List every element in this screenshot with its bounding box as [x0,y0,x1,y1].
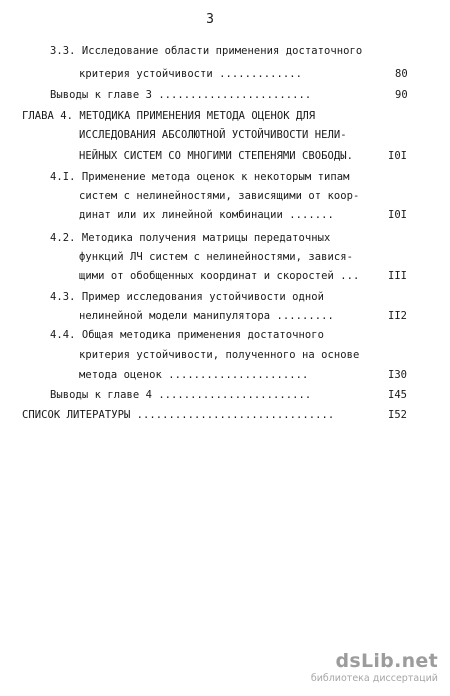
toc-line: критерия устойчивости ............. [79,68,303,80]
watermark-subtitle: библиотека диссертаций [310,673,438,684]
toc-page-number: 80 [395,68,408,80]
toc-chapter-heading: ГЛАВА 4. МЕТОДИКА ПРИМЕНЕНИЯ МЕТОДА ОЦЕНОК ДЛЯ [22,110,316,122]
toc-page-number: I52 [388,409,407,421]
toc-chapter-heading: ИССЛЕДОВАНИЯ АБСОЛЮТНОЙ УСТОЙЧИВОСТИ НЕЛИ- [79,129,347,141]
toc-line: динат или их линейной комбинации ....... [79,209,334,221]
watermark-logo: dsLib.net [335,650,438,672]
toc-line: Выводы к главе 3 ........................ [50,89,312,101]
toc-page-number: I0I [388,209,407,221]
toc-line: нелинейной модели манипулятора ......... [79,310,334,322]
toc-page-number: I30 [388,369,407,381]
toc-line: систем с нелинейностями, зависящими от коор- [79,190,360,202]
toc-page-number: 90 [395,89,408,101]
toc-line: метода оценок ...................... [79,369,309,381]
toc-page-number: III [388,270,407,282]
toc-line: функций ЛЧ систем с нелинейностями, завися- [79,251,353,263]
toc-line: 4.3. Пример исследования устойчивости одной [50,291,324,303]
watermark [310,650,438,686]
toc-line: Выводы к главе 4 ........................ [50,389,312,401]
toc-line: 3.3. Исследование области применения достаточного [50,45,363,57]
toc-line: щими от обобщенных координат и скоростей ... [79,270,360,282]
toc-line: критерия устойчивости, полученного на основе [79,349,360,361]
toc-chapter-heading: НЕЙНЫХ СИСТЕМ СО МНОГИМИ СТЕПЕНЯМИ СВОБОДЫ. [79,150,353,162]
toc-page-number: I0I [388,150,407,162]
toc-page-number: II2 [388,310,407,322]
toc-line: СПИСОК ЛИТЕРАТУРЫ ............................... [22,409,335,421]
page-number: 3 [206,12,214,27]
toc-line: 4.I. Применение метода оценок к некоторым типам [50,171,350,183]
toc-line: 4.2. Методика получения матрицы передаточных [50,232,331,244]
toc-line: 4.4. Общая методика применения достаточного [50,329,324,341]
toc-page-number: I45 [388,389,407,401]
